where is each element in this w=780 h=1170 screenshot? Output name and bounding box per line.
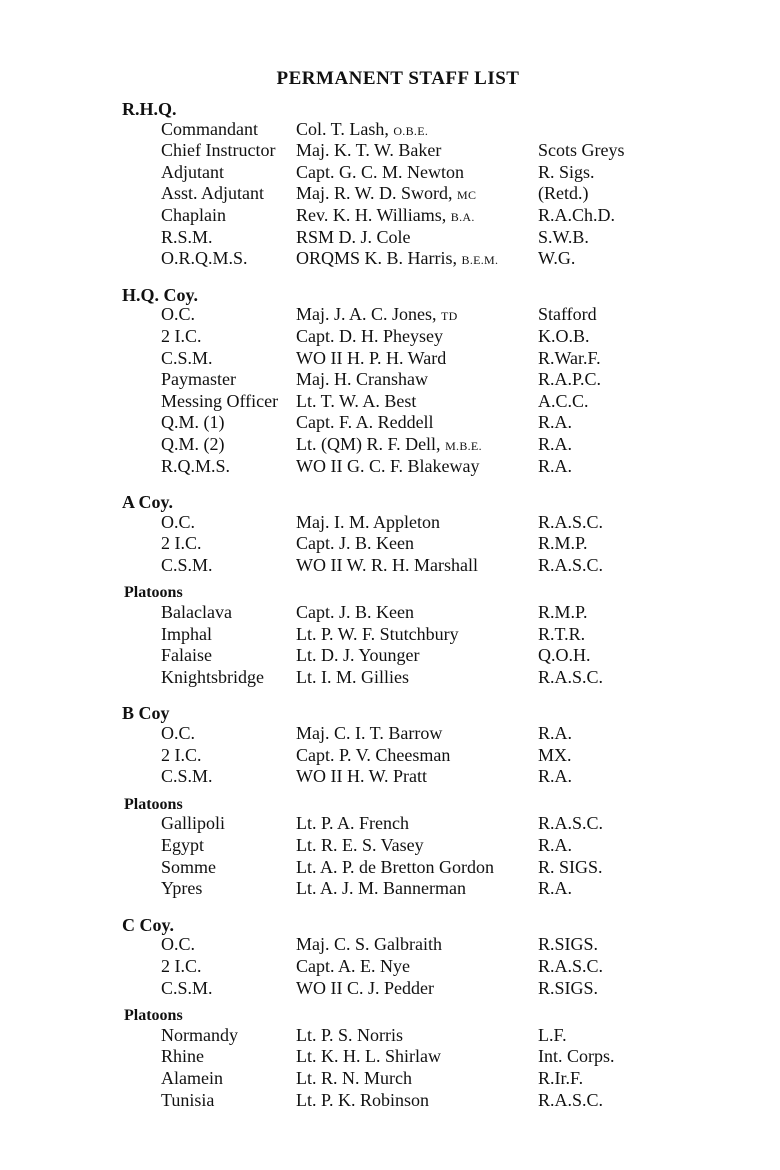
staff-name: Capt. P. V. Cheesman <box>296 744 451 765</box>
staff-row <box>122 957 762 979</box>
staff-name: Lt. R. N. Murch <box>296 1067 412 1088</box>
staff-unit <box>538 120 762 142</box>
staff-unit: R.A.S.C. <box>538 1089 604 1110</box>
staff-role: O.R.Q.M.S. <box>161 248 248 269</box>
platoons-heading: Platoons <box>124 795 183 813</box>
staff-name-cell <box>296 249 538 271</box>
staff-honours: B.E.M. <box>461 253 499 268</box>
staff-unit: R.A.S.C. <box>538 955 604 976</box>
staff-row <box>122 935 762 957</box>
staff-section <box>122 286 762 478</box>
staff-row <box>122 120 762 142</box>
staff-name-cell <box>296 120 538 142</box>
staff-row <box>122 767 762 789</box>
section-heading: C Coy. <box>122 914 175 935</box>
staff-unit: R.A.Ch.D. <box>538 204 616 225</box>
staff-unit: R.A.S.C. <box>538 511 604 532</box>
staff-name: Maj. J. A. C. Jones, <box>296 304 437 325</box>
staff-name: Capt. J. B. Keen <box>296 533 414 554</box>
staff-unit: MX. <box>538 744 572 765</box>
staff-role: O.C. <box>161 304 196 325</box>
staff-role: 2 I.C. <box>161 955 202 976</box>
staff-section <box>122 916 762 1112</box>
staff-row <box>122 163 762 185</box>
staff-row <box>122 646 762 668</box>
section-gap <box>122 271 762 286</box>
staff-row <box>122 746 762 768</box>
staff-name: Maj. R. W. D. Sword, <box>296 183 453 204</box>
staff-honours: TD <box>441 309 458 324</box>
staff-unit: K.O.B. <box>538 325 590 346</box>
staff-unit: W.G. <box>538 248 576 269</box>
staff-row <box>122 141 762 163</box>
staff-unit: R.A. <box>538 412 573 433</box>
staff-unit: Scots Greys <box>538 140 625 161</box>
staff-name: Lt. I. M. Gillies <box>296 666 409 687</box>
staff-section <box>122 704 762 900</box>
staff-name-cell <box>296 646 538 668</box>
staff-name: Capt. D. H. Pheysey <box>296 325 443 346</box>
staff-role: Ypres <box>161 878 203 899</box>
staff-unit: R. Sigs. <box>538 161 595 182</box>
staff-name: Lt. K. H. L. Shirlaw <box>296 1046 441 1067</box>
staff-role: O.C. <box>161 723 196 744</box>
staff-name: Lt. (QM) R. F. Dell, <box>296 433 441 454</box>
staff-role: Normandy <box>161 1024 238 1045</box>
staff-name-cell <box>296 534 538 556</box>
staff-row <box>122 349 762 371</box>
staff-role: O.C. <box>161 511 196 532</box>
platoons-heading: Platoons <box>124 1007 183 1025</box>
staff-name-cell <box>296 349 538 371</box>
staff-name: Col. T. Lash, <box>296 118 389 139</box>
staff-name-cell <box>296 413 538 435</box>
staff-row <box>122 1026 762 1048</box>
staff-role: Imphal <box>161 623 212 644</box>
staff-row <box>122 556 762 578</box>
staff-name-cell <box>296 836 538 858</box>
section-gap <box>122 901 762 916</box>
staff-name-cell <box>296 435 538 457</box>
staff-row <box>122 513 762 535</box>
staff-name: Lt. R. E. S. Vasey <box>296 835 424 855</box>
staff-row <box>122 435 762 457</box>
staff-unit: R.A. <box>538 766 573 787</box>
staff-name-cell <box>296 206 538 228</box>
staff-name: Maj. C. S. Galbraith <box>296 934 442 955</box>
staff-name-cell <box>296 1026 538 1048</box>
staff-name-cell <box>296 603 538 625</box>
staff-name-cell <box>296 1069 538 1091</box>
staff-name: WO II C. J. Pedder <box>296 977 434 998</box>
staff-row <box>122 413 762 435</box>
staff-name: Capt. G. C. M. Newton <box>296 161 464 182</box>
staff-row <box>122 1069 762 1091</box>
section-gap <box>122 478 762 493</box>
staff-name: Capt. F. A. Reddell <box>296 412 434 433</box>
staff-name-cell <box>296 513 538 535</box>
staff-role: Q.M. (1) <box>161 412 225 433</box>
staff-name-cell <box>296 957 538 979</box>
staff-section <box>122 493 762 689</box>
staff-unit: R.A.S.C. <box>538 554 604 575</box>
staff-role: Paymaster <box>161 369 236 390</box>
staff-row <box>122 228 762 250</box>
staff-unit: R.M.P. <box>538 602 588 623</box>
staff-unit: R.SIGS. <box>538 977 599 998</box>
staff-role: Balaclava <box>161 602 232 623</box>
staff-unit: R.A. <box>538 723 573 744</box>
staff-unit: (Retd.) <box>538 183 589 204</box>
staff-row <box>122 814 762 836</box>
staff-name-cell <box>296 457 538 479</box>
staff-row <box>122 836 762 858</box>
staff-name: Rev. K. H. Williams, <box>296 204 447 225</box>
staff-role: Commandant <box>161 118 258 139</box>
staff-name: Lt. D. J. Younger <box>296 645 420 666</box>
staff-name-cell <box>296 979 538 1001</box>
staff-role: Knightsbridge <box>161 666 264 687</box>
staff-unit: R.A. <box>538 455 573 476</box>
staff-name: Lt. P. W. F. Stutchbury <box>296 623 459 644</box>
staff-name: Maj. H. Cranshaw <box>296 369 428 390</box>
staff-name-cell <box>296 228 538 250</box>
staff-name-cell <box>296 141 538 163</box>
staff-role: Falaise <box>161 645 212 666</box>
staff-name: Lt. T. W. A. Best <box>296 390 417 411</box>
staff-name-cell <box>296 746 538 768</box>
staff-role: 2 I.C. <box>161 533 202 554</box>
staff-role: Asst. Adjutant <box>161 183 265 204</box>
staff-name: RSM D. J. Cole <box>296 226 411 247</box>
staff-name: Maj. I. M. Appleton <box>296 511 440 532</box>
staff-row <box>122 979 762 1001</box>
staff-name: WO II G. C. F. Blakeway <box>296 455 480 476</box>
staff-role: Messing Officer <box>161 390 279 411</box>
staff-role: Somme <box>161 856 217 877</box>
staff-name: Lt. A. J. M. Bannerman <box>296 878 466 899</box>
staff-name: Maj. C. I. T. Barrow <box>296 723 443 744</box>
staff-row <box>122 370 762 392</box>
staff-unit: R.T.R. <box>538 623 586 644</box>
staff-row <box>122 184 762 206</box>
staff-name-cell <box>296 724 538 746</box>
staff-name-cell <box>296 163 538 185</box>
staff-name-cell <box>296 556 538 578</box>
staff-role: O.C. <box>161 934 196 955</box>
staff-row <box>122 392 762 414</box>
staff-name-cell <box>296 814 538 836</box>
staff-row <box>122 1047 762 1069</box>
staff-unit: Stafford <box>538 304 597 325</box>
staff-role: C.S.M. <box>161 554 213 575</box>
staff-unit: S.W.B. <box>538 226 589 247</box>
staff-unit: R.Ir.F. <box>538 1067 584 1088</box>
staff-unit: L.F. <box>538 1024 567 1045</box>
staff-role: C.S.M. <box>161 347 213 368</box>
staff-role: Rhine <box>161 1046 204 1067</box>
staff-row <box>122 603 762 625</box>
staff-row <box>122 858 762 880</box>
staff-role: Adjutant <box>161 161 224 182</box>
staff-role: Tunisia <box>161 1089 215 1110</box>
staff-name: WO II H. P. H. Ward <box>296 347 447 368</box>
staff-row <box>122 668 762 690</box>
staff-honours: MC <box>457 188 477 203</box>
staff-name: Lt. P. S. Norris <box>296 1024 404 1045</box>
staff-unit: A.C.C. <box>538 390 589 411</box>
staff-name: ORQMS K. B. Harris, <box>296 248 458 269</box>
staff-role: Alamein <box>161 1067 223 1088</box>
staff-role: Q.M. (2) <box>161 433 225 454</box>
staff-name-cell <box>296 935 538 957</box>
section-heading: A Coy. <box>122 492 174 513</box>
staff-role: C.S.M. <box>161 766 213 787</box>
staff-section <box>122 100 762 271</box>
staff-name-cell <box>296 668 538 690</box>
staff-name-cell <box>296 305 538 327</box>
staff-unit: R.A. <box>538 835 573 855</box>
staff-name: Lt. A. P. de Bretton Gordon <box>296 856 494 877</box>
staff-unit: R.A.S.C. <box>538 813 604 834</box>
staff-name-cell <box>296 392 538 414</box>
staff-role: Chaplain <box>161 204 226 225</box>
staff-unit: Q.O.H. <box>538 645 591 666</box>
staff-row <box>122 1091 762 1113</box>
staff-name: Lt. P. K. Robinson <box>296 1089 430 1110</box>
staff-name-cell <box>296 1091 538 1113</box>
staff-unit: R. SIGS. <box>538 856 603 877</box>
staff-unit: R.War.F. <box>538 347 601 368</box>
staff-name-cell <box>296 625 538 647</box>
staff-row <box>122 534 762 556</box>
staff-name-cell <box>296 370 538 392</box>
staff-role: Egypt <box>161 835 204 855</box>
staff-row <box>122 879 762 901</box>
staff-unit: Int. Corps. <box>538 1046 615 1067</box>
staff-name-cell <box>296 879 538 901</box>
staff-unit: R.A. <box>538 878 573 899</box>
section-heading: R.H.Q. <box>122 99 177 119</box>
staff-row <box>122 305 762 327</box>
staff-name: Capt. J. B. Keen <box>296 602 414 623</box>
staff-row <box>122 327 762 349</box>
staff-role: Gallipoli <box>161 813 225 834</box>
staff-unit: R.A.S.C. <box>538 666 604 687</box>
staff-row <box>122 724 762 746</box>
staff-name: Lt. P. A. French <box>296 813 410 834</box>
staff-role: C.S.M. <box>161 977 213 998</box>
staff-unit: R.A.P.C. <box>538 369 602 390</box>
staff-unit: R.A. <box>538 433 573 454</box>
staff-name: Maj. K. T. W. Baker <box>296 140 442 161</box>
staff-row <box>122 457 762 479</box>
staff-role: R.Q.M.S. <box>161 455 231 476</box>
staff-honours: O.B.E. <box>393 123 429 138</box>
staff-unit: R.SIGS. <box>538 934 599 955</box>
staff-honours: B.A. <box>450 209 475 224</box>
staff-role: R.S.M. <box>161 226 213 247</box>
staff-honours: M.B.E. <box>445 438 482 453</box>
staff-name-cell <box>296 1047 538 1069</box>
section-gap <box>122 689 762 704</box>
staff-row <box>122 206 762 228</box>
staff-role: 2 I.C. <box>161 325 202 346</box>
staff-row <box>122 625 762 647</box>
page-title: PERMANENT STAFF LIST <box>276 68 520 89</box>
staff-name: WO II H. W. Pratt <box>296 766 427 787</box>
platoons-heading: Platoons <box>124 584 183 602</box>
staff-name-cell <box>296 184 538 206</box>
staff-name: Capt. A. E. Nye <box>296 955 410 976</box>
staff-role: 2 I.C. <box>161 744 202 765</box>
staff-row <box>122 249 762 271</box>
section-heading: H.Q. Coy. <box>122 284 199 305</box>
section-heading: B Coy <box>122 703 170 724</box>
staff-name: WO II W. R. H. Marshall <box>296 554 478 575</box>
staff-name-cell <box>296 858 538 880</box>
staff-role: Chief Instructor <box>161 140 276 161</box>
staff-name-cell <box>296 767 538 789</box>
staff-name-cell <box>296 327 538 349</box>
staff-unit: R.M.P. <box>538 533 588 554</box>
staff-list <box>122 100 762 1112</box>
